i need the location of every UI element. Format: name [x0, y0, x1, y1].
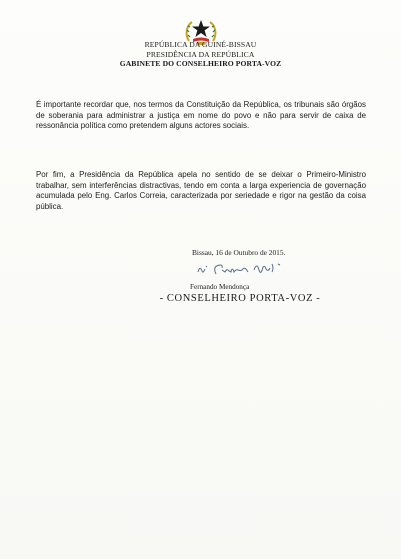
signer-name: Fernando Mendonça	[190, 283, 250, 291]
handwritten-signature-icon	[192, 258, 300, 280]
place-date: Bissau, 16 de Outubro de 2015.	[192, 248, 286, 257]
letterhead-country: REPÚBLICA DA GUINÉ-BISSAU	[144, 40, 257, 49]
letterhead	[0, 40, 401, 69]
letterhead-office: GABINETE DO CONSELHEIRO PORTA-VOZ	[119, 59, 282, 69]
paragraph-constitution: É importante recordar que, nos termos da Constituição da República, os tribunais são órgãos de soberania para administrar a justiça em nome do povo e não para servir de caixa de ressonância política como pretendem alguns actores sociais.	[36, 100, 366, 131]
paragraph-appeal: Por fim, a Presidência da República apela no sentido de se deixar o Primeiro-Ministro trabalhar, sem interferências distractivas, tendo em conta a larga experiencia de governação acumulada pelo Eng. Carlos Correia, caracterizada por seriedade e rigor na gestão da coisa pública.	[36, 170, 366, 211]
signer-title: - CONSELHEIRO PORTA-VOZ -	[159, 293, 321, 304]
letterhead-presidency: PRESIDÊNCIA DA REPÚBLICA	[146, 49, 255, 59]
